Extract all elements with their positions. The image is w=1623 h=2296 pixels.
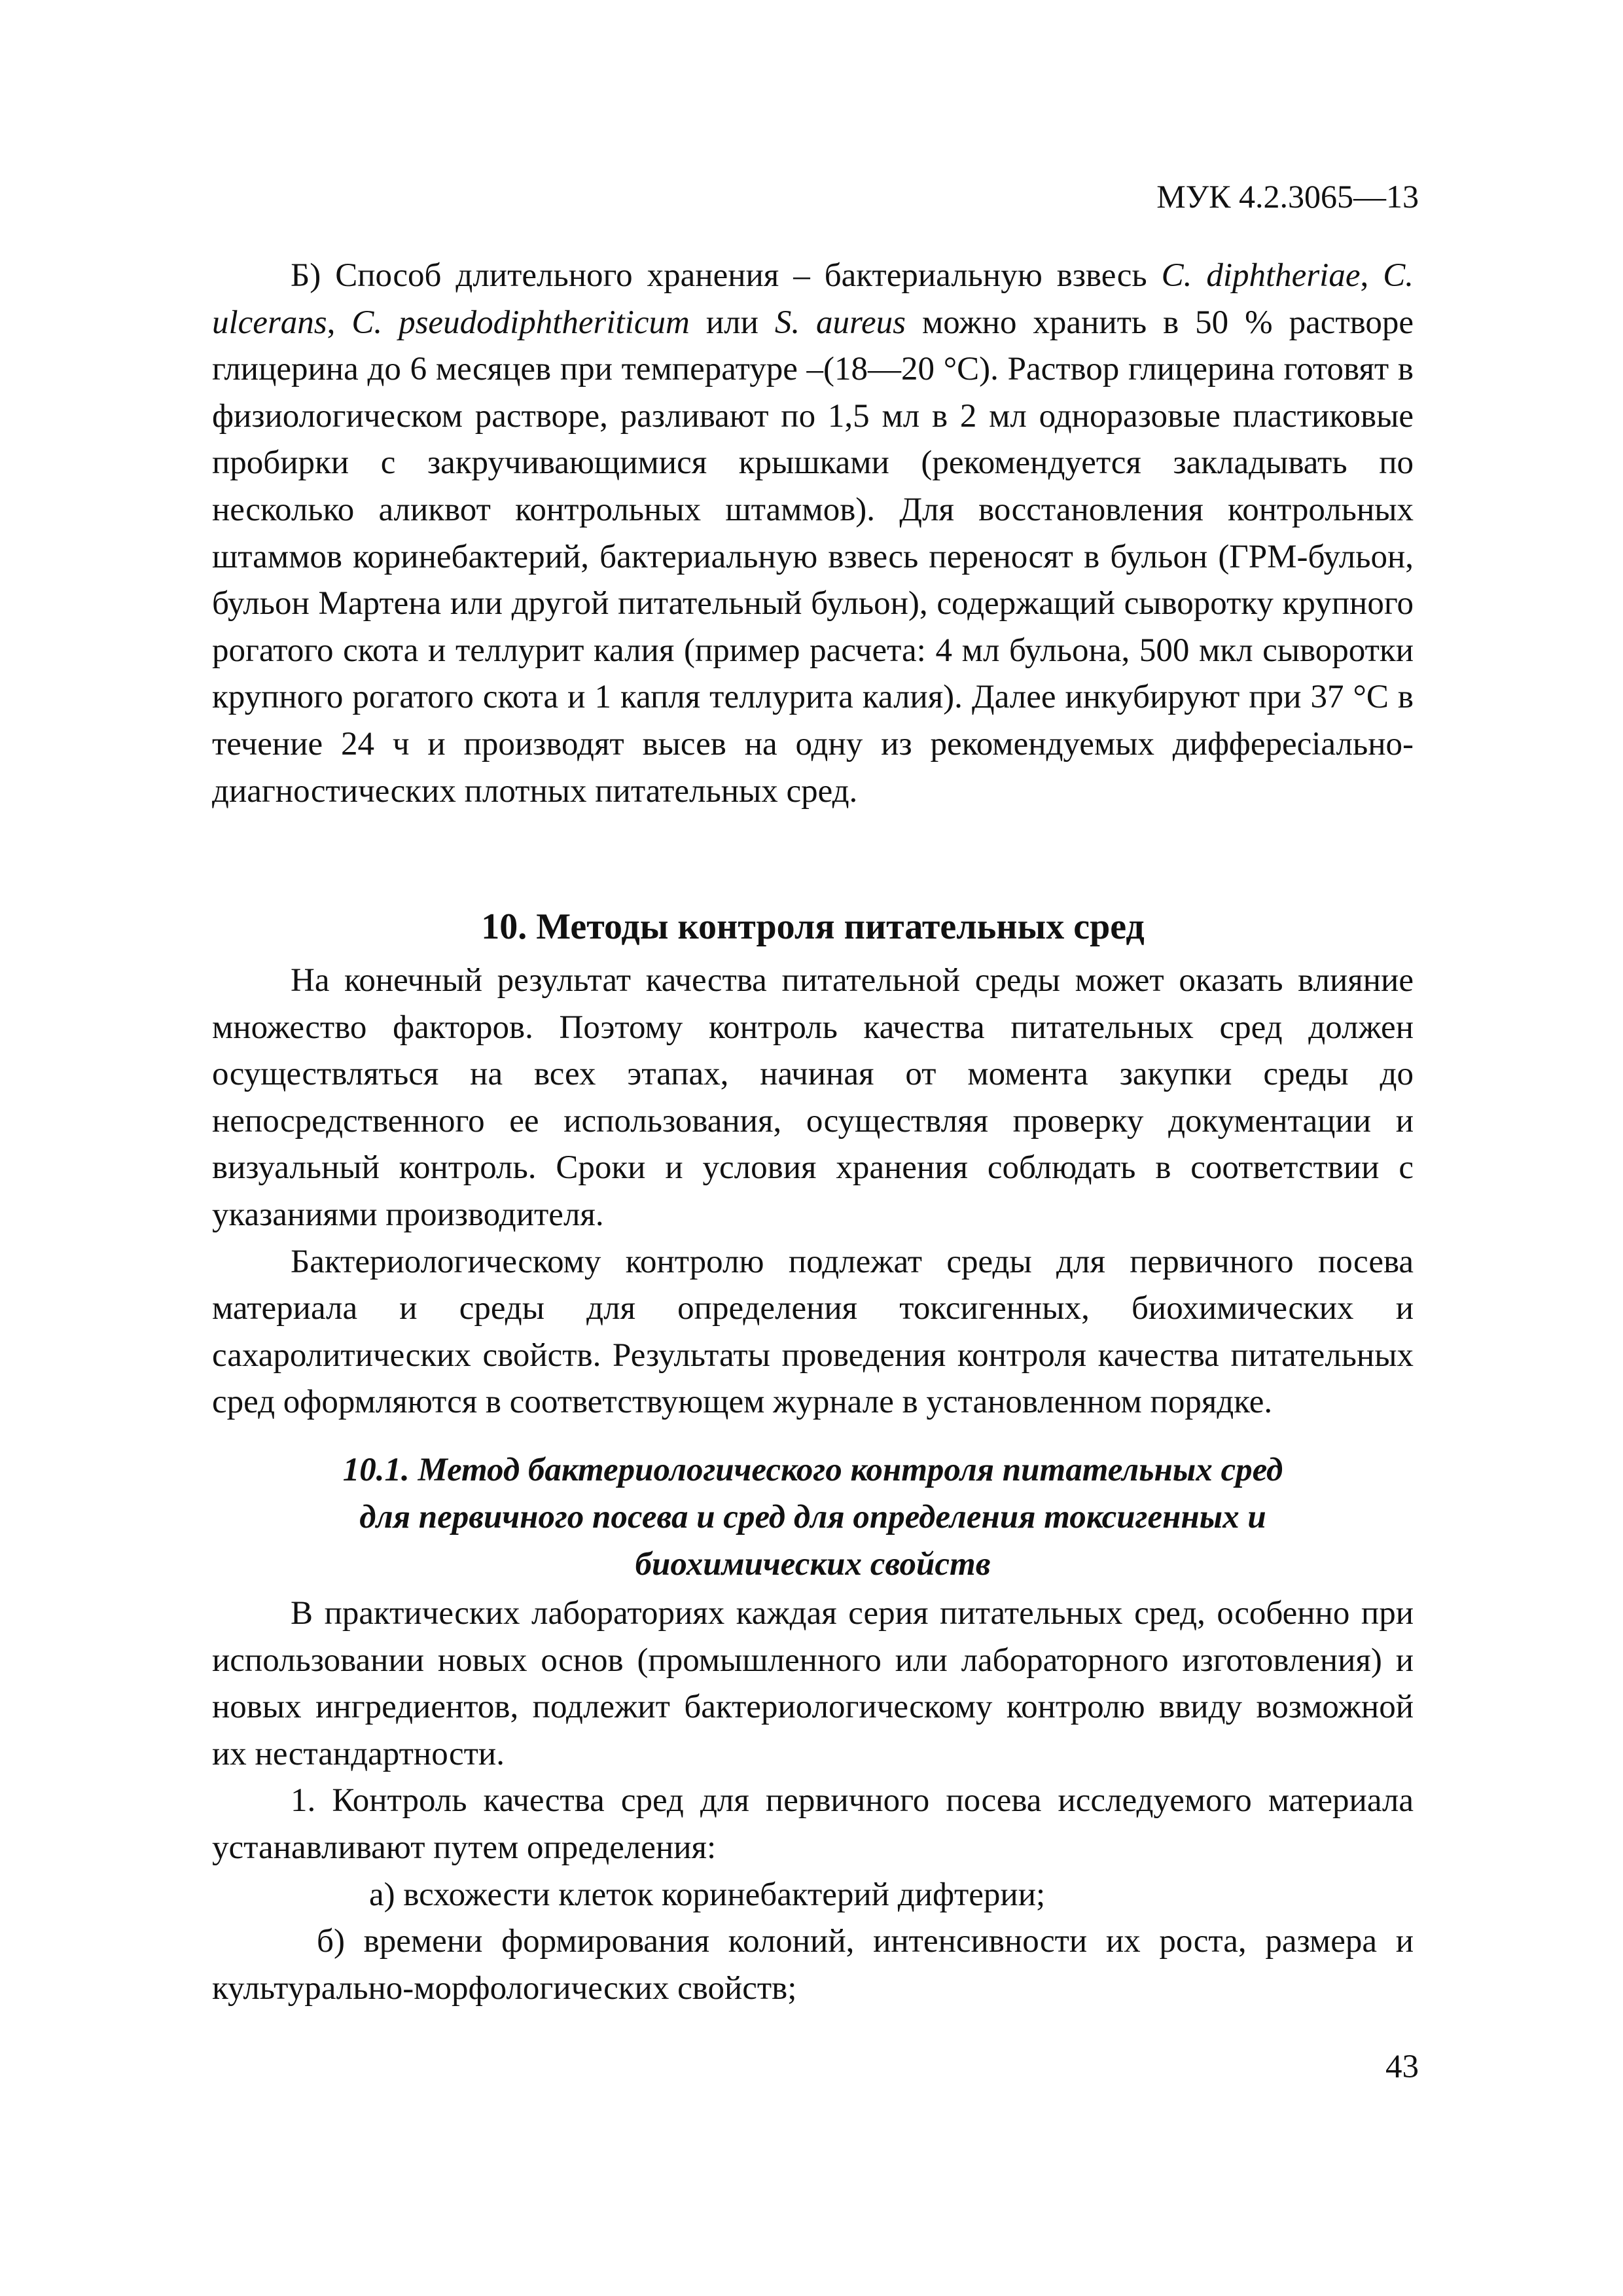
text-run: Б) Способ длительного хранения – бактериальную взвесь xyxy=(291,257,1162,294)
list-item-a: а) всхожести клеток коринебактерий дифтерии; xyxy=(369,1876,1046,1913)
species-name: S. aureus xyxy=(774,304,906,341)
subsection-heading-line: для первичного посева и сред для определения токсигенных и xyxy=(359,1499,1266,1535)
paragraph: На конечный результат качества питательной среды может оказать влияние множество факторов. Поэтому контроль качества питательных сред должен осуществляться на всех этапах, начиная от момента закупки среды до непосредственного ее использования, осуществляя проверку документации и визуальный контроль. Сроки и условия хранения соблюдать в соответствии с указаниями производителя. xyxy=(212,962,1414,1233)
storage-method-block xyxy=(212,253,1414,815)
storage-method-paragraph xyxy=(212,253,1414,815)
paragraph: В практических лабораториях каждая серия питательных сред, особенно при использовании новых основ (промышленного или лабораторного изготовления) и новых ингредиентов, подлежит бактериологическому контролю ввиду возможной их нестандартности. xyxy=(212,1595,1414,1772)
list-item-b: б) времени формирования колоний, интенсивности их роста, размера и культурально-морфологических свойств; xyxy=(212,1923,1414,2007)
text-run: , xyxy=(327,304,352,341)
text-run: , xyxy=(1360,257,1383,294)
document-code-header: МУК 4.2.3065—13 xyxy=(1156,178,1419,215)
text-run: или xyxy=(689,304,775,341)
section-10-1-body xyxy=(212,1590,1414,2012)
species-name: C. ulcerans xyxy=(212,257,1414,341)
paragraph: Бактериологическому контролю подлежат среды для первичного посева материала и среды для определения токсигенных, биохимических и сахаролитических свойств. Результаты проведения контроля качества питательных сред оформляются в соответствующем журнале в установленном порядке. xyxy=(212,1243,1414,1421)
species-name: C. diphtheriae xyxy=(1161,257,1361,294)
section-heading: 10. Методы контроля питательных сред xyxy=(481,906,1145,947)
species-name: C. pseudodiphtheriticum xyxy=(351,304,690,341)
page-number: 43 xyxy=(1385,2049,1419,2085)
subsection-heading-line: 10.1. Метод бактериологического контроля питательных сред xyxy=(342,1452,1283,1488)
subsection-heading-line: биохимических свойств xyxy=(635,1546,991,1583)
numbered-paragraph: 1. Контроль качества сред для первичного посева исследуемого материала устанавливают путем определения: xyxy=(212,1782,1414,1866)
section-10-body xyxy=(212,958,1414,1426)
subsection-heading xyxy=(249,1446,1377,1588)
text-run: можно хранить в 50 % растворе глицерина до 6 месяцев при температуре –(18—20 °С). Раствор глицерина готовят в физиологическом растворе, разливают по 1,5 мл в 2 мл одноразовые пластиковые пробирки с закручивающимися крышками (рекомендуется закладывать по несколько аликвот контрольных штаммов). Для восстановления контрольных штаммов коринебактерий, бактериальную взвесь переносят в бульон (ГРМ-бульон, бульон Мартена или другой питательный бульон), содержащий сыворотку крупного рогатого скота и теллурит калия (пример расчета: 4 мл бульона, 500 мкл сыворотки крупного рогатого скота и 1 капля теллурита калия). Далее инкубируют при 37 °С в течение 24 ч и производят высев на одну из рекомендуемых диффереciально-диагностических плотных питательных сред. xyxy=(212,304,1414,810)
